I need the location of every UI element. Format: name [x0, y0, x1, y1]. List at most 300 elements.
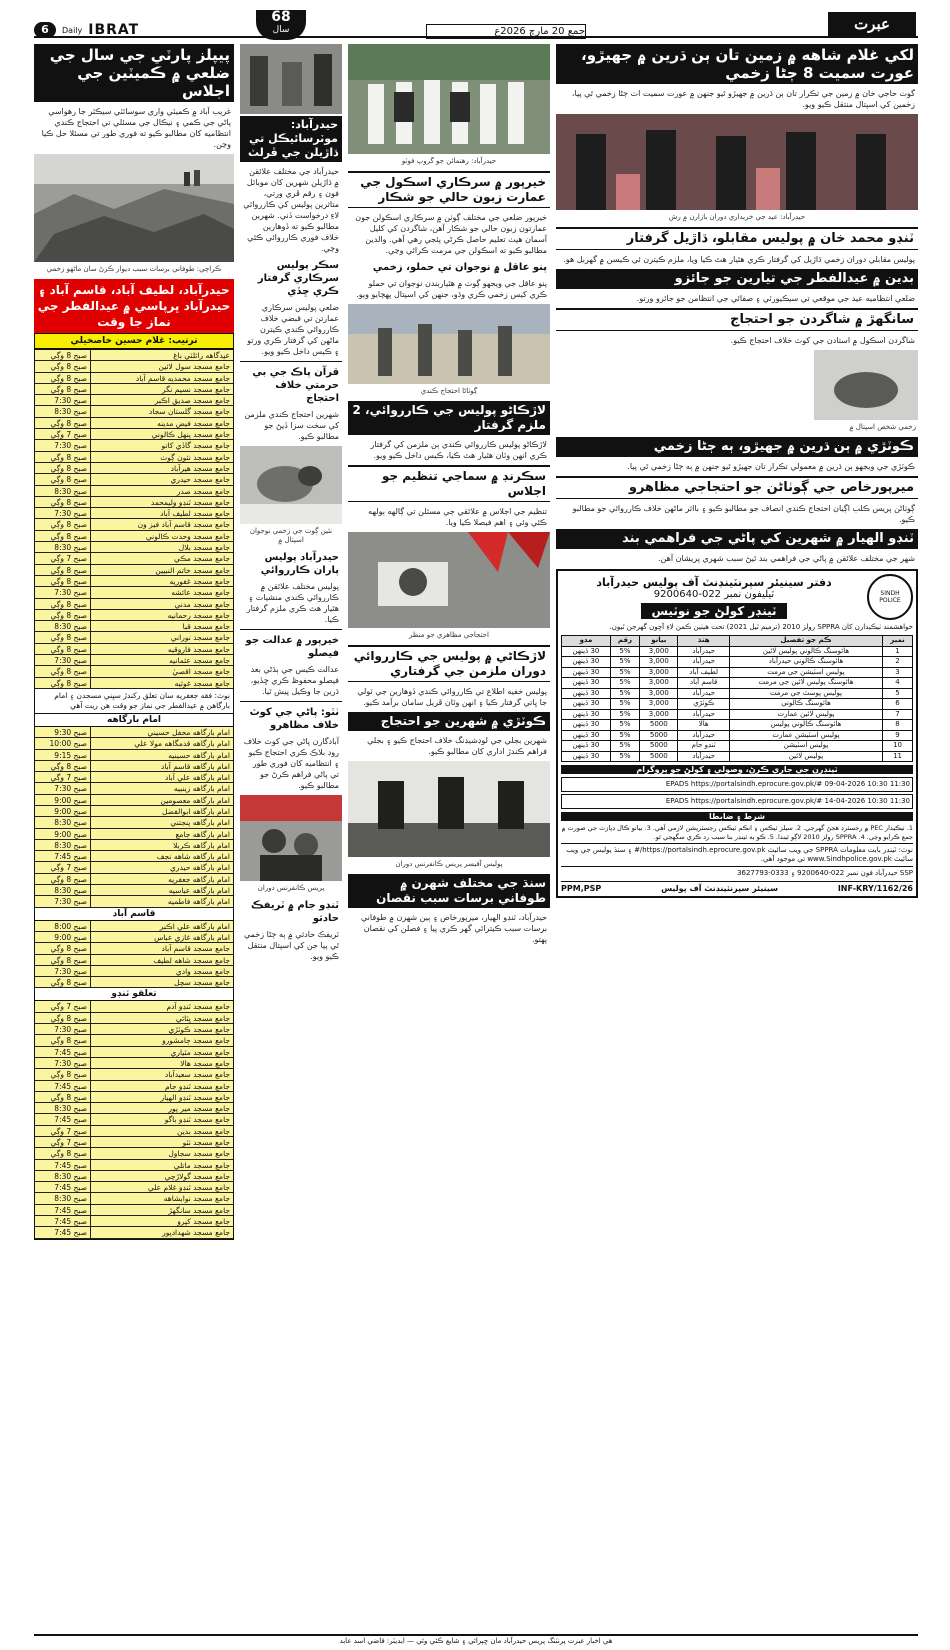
- prayer-place: جامع مسجد ڄامشورو: [162, 1036, 230, 1046]
- prayer-row: [35, 632, 233, 643]
- tender-sign-name: PPM,PSP: [561, 884, 602, 894]
- tender-contact: SSP حيدرآباد فون نمبر 022-9200640 ۽ 0333-3627793: [561, 866, 913, 878]
- prayer-row: [35, 1035, 233, 1046]
- prayer-time: صبح 7:30: [35, 896, 91, 906]
- mid1-sub-4: خيرپور ۾ عدالت جو فيصلو: [245, 635, 339, 659]
- tender-column-header: نمبر: [883, 636, 913, 647]
- tender-header: [561, 574, 913, 620]
- tender-cell: هائوسنگ ڪالوني پوليس: [729, 720, 882, 731]
- mid1-headline: حيدرآباد: موٽرسائيڪل تي ڌاڙيلن جي ڦرلٽ: [240, 116, 342, 162]
- prayer-time: صبح 8:00: [35, 921, 91, 931]
- prayer-row: [35, 497, 233, 508]
- prayer-row: [35, 621, 233, 632]
- mid2-headline-1: خيرپور ۾ سرڪاري اسڪول جي عمارت زبون حالي جو شڪار: [348, 171, 550, 208]
- prayer-row: [35, 565, 233, 576]
- prayer-time: صبح 8 وڳي: [35, 874, 91, 884]
- prayer-place: جامع مسجد ٽنڊو الهيار: [160, 1092, 230, 1102]
- tender-cell: 30 ڏينهن: [562, 699, 611, 710]
- tender-column-header: رقم: [610, 636, 639, 647]
- tender-cell: حيدرآباد: [678, 657, 729, 668]
- tender-cell: 30 ڏينهن: [562, 720, 611, 731]
- right-body-5: ڪوٽڙي جي ويجهو ٻن ڌرين ۾ معمولي تڪرار تان جهيڙو ٿيو جنهن ۾ ٻه ڄڻا زخمي ٿي پيا.: [627, 462, 915, 471]
- prayer-place: امام بارگاهه جامع: [175, 829, 230, 839]
- mid1-body-2: ضلعي پوليس سرڪاري عمارتن تي قبضي خلاف ڪارروائي ڪندي ڪيترن ماڻهن کي گرفتار ڪري ورتو ۽ ڪيس داخل ڪيو ويو.: [247, 303, 339, 356]
- prayer-place: جامع مسجد ڀٽائي: [175, 1013, 230, 1023]
- prayer-place: جامع مسجد ٽنڊو آدم: [166, 1002, 230, 1012]
- prayer-place: جامع مسجد هالا: [180, 1058, 230, 1068]
- prayer-time: صبح 8:30: [35, 1171, 91, 1181]
- tender-cell: 30 ڏينهن: [562, 741, 611, 752]
- prayer-time: صبح 7 وڳي: [35, 553, 91, 563]
- tender-cell: 10: [883, 741, 913, 752]
- prayer-time: صبح 8 وڳي: [35, 632, 91, 642]
- prayer-place: امام بارگاهه غازي عباس: [154, 932, 230, 942]
- tender-cell: 5000: [640, 720, 678, 731]
- prayer-row: [35, 599, 233, 610]
- right-photo-1: [556, 114, 918, 210]
- tender-footer: [561, 881, 913, 893]
- tender-phone: ٽيليفون نمبر 022-9200640: [653, 588, 775, 600]
- tender-cell: 5000: [640, 751, 678, 762]
- tender-cell: 5%: [610, 751, 639, 762]
- tender-cell: حيدرآباد: [678, 709, 729, 720]
- mid2-body-5: پوليس خفيه اطلاع تي ڪارروائي ڪندي ڏوهارين جي ٽولي جا ڀاتي گرفتار ڪيا ۽ انهن وٽان ڦريل سامان برآمد ڪيو.: [357, 687, 547, 707]
- prayer-time: صبح 8:30: [35, 542, 91, 552]
- right-headline-1: لکي غلام شاهه ۾ زمين تان ٻن ڌرين ۾ جهيڙو، عورت سميت 8 ڄڻا زخمي: [556, 44, 918, 84]
- prayer-place: عيدگاهه رائلٽي باغ: [173, 351, 230, 360]
- tender-cell: 7: [883, 709, 913, 720]
- tender-cell: 5%: [610, 730, 639, 741]
- prayer-place: جامع مسجد حيدري: [170, 475, 230, 485]
- year-badge: [256, 10, 306, 40]
- mid1-sub-3: حيدرآباد پوليس پاران ڪارروائي: [260, 552, 339, 576]
- prayer-place: امام بارگاهه حيدري: [170, 863, 230, 873]
- right-headline-3: بدين ۾ عيدالفطر جي تيارين جو جائزو: [556, 269, 918, 289]
- prayer-row: [35, 1047, 233, 1058]
- prayer-place: جامع مسجد سانگهڙ: [168, 1205, 230, 1215]
- tender-cell: پوليس اسٽيشن جي مرمت: [729, 667, 882, 678]
- prayer-row: [35, 486, 233, 497]
- masthead: [34, 10, 918, 38]
- masthead-left: [34, 22, 139, 38]
- mid2-headline-2: لاڙڪاڻو پوليس جي ڪارروائي، 2 ملزم گرفتار: [348, 401, 550, 435]
- tender-cell: 3: [883, 667, 913, 678]
- mid1-column: [240, 44, 342, 1634]
- prayer-place: جامع مسجد ماتلي: [173, 1160, 230, 1170]
- tender-cell: 1: [883, 646, 913, 657]
- tender-cell: 3,000: [640, 667, 678, 678]
- prayer-place: جامع مسجد سجاول: [168, 1149, 230, 1159]
- prayer-row: [35, 840, 233, 851]
- prayer-row: [35, 1058, 233, 1069]
- prayer-row: [35, 508, 233, 519]
- tender-office: دفتر سينيئر سپرنٽينڊنٽ آف پوليس حيدرآباد: [596, 575, 832, 589]
- prayer-row: [35, 783, 233, 794]
- tender-row: [562, 667, 913, 678]
- tender-cell: پوليس لائين عمارت: [729, 709, 882, 720]
- tender-cell: 3,000: [640, 678, 678, 689]
- prayer-row: [35, 862, 233, 873]
- tender-row: [562, 720, 913, 731]
- tender-cell: ڪوٽڙي: [678, 699, 729, 710]
- prayer-row: [35, 921, 233, 932]
- masthead-daily: Daily: [62, 25, 83, 35]
- prayer-time: صبح 8 وڳي: [35, 761, 91, 771]
- prayer-row: [35, 1103, 233, 1114]
- prayer-row: [35, 943, 233, 954]
- prayer-time: صبح 9:00: [35, 932, 91, 942]
- tender-cell: هائوسنگ ڪالوني حيدرآباد: [729, 657, 882, 668]
- prayer-time: صبح 7:45: [35, 1114, 91, 1124]
- prayer-time: صبح 7 وڳي: [35, 862, 91, 872]
- prayer-row: [35, 361, 233, 372]
- mid1-body-6: آبادگارن پاڻي جي کوٽ خلاف روڊ بلاڪ ڪري احتجاج ڪيو ۽ انتظاميه کان فوري طور تي پاڻي فراهم ڪرڻ جو مطالبو ڪيو.: [243, 737, 339, 790]
- tender-cell: 3,000: [640, 699, 678, 710]
- tender-header-text: [561, 576, 867, 619]
- mid1-sub-5: ٺٽو: پاڻي جي کوٽ خلاف مظاهرو: [249, 707, 339, 731]
- tender-row: [562, 751, 913, 762]
- right-column: [556, 44, 918, 1634]
- tender-cell: حيدرآباد: [678, 646, 729, 657]
- right-body-7: شهر جي مختلف علائقن ۾ پاڻي جي فراهمي بند ٿيڻ سبب شهري پريشان آهن.: [657, 554, 915, 563]
- tender-cell: 30 ڏينهن: [562, 709, 611, 720]
- prayer-row: [35, 440, 233, 451]
- tender-row: [562, 741, 913, 752]
- prayer-time: صبح 8 وڳي: [35, 519, 91, 529]
- mid2-photo-caption-3: احتجاجي مظاهري جو منظر: [409, 631, 489, 639]
- page-number: 6: [34, 22, 56, 38]
- mid2-headline-3: سڪرنڊ ۾ سماجي تنظيم جو اجلاس: [348, 465, 550, 502]
- prayer-row: [35, 932, 233, 943]
- prayer-place: جامع مسجد ٺٽو: [182, 1138, 230, 1147]
- prayer-row: [35, 1126, 233, 1137]
- prayer-place: امام بارگاهه شاهه نجف: [156, 852, 230, 862]
- prayer-time: صبح 8 وڳي: [35, 610, 91, 620]
- prayer-row: [35, 977, 233, 988]
- prayer-place: جامع مسجد گولاڙچي: [164, 1171, 230, 1181]
- prayer-time: صبح 8 وڳي: [35, 384, 91, 394]
- prayer-row: [35, 761, 233, 772]
- prayer-group-title: قاسم آباد: [35, 908, 233, 921]
- tender-schedule-title: ٽينڊرن جي جاري ڪرڻ، وصولي ۽ کولڻ جو پروگرام: [561, 765, 913, 774]
- right-body-4: شاگردن اسڪول ۾ استادن جي کوٽ خلاف احتجاج ڪيو.: [730, 336, 915, 345]
- prayer-row: [35, 1148, 233, 1159]
- mid2-photo-caption-4: پوليس آفيسر پريس ڪانفرنس دوران: [395, 860, 503, 868]
- tender-cell: هائوسنگ ڪالوني: [729, 699, 882, 710]
- tender-cell: 8: [883, 720, 913, 731]
- tender-cell: حيدرآباد: [678, 730, 729, 741]
- tender-cell: 5%: [610, 657, 639, 668]
- prayer-place: جامع مسجد نوابشاهه: [163, 1194, 230, 1204]
- tender-cell: 3,000: [640, 709, 678, 720]
- prayer-time: صبح 8:30: [35, 885, 91, 895]
- tender-cell: 11: [883, 751, 913, 762]
- prayer-row: [35, 1171, 233, 1182]
- mid1-photo-caption-1: نئين ڳوٺ جي زخمي نوجوان اسپتال ۾: [249, 527, 333, 544]
- prayer-group-title: تعلقو ٽنڊو: [35, 988, 233, 1001]
- prayer-time: صبح 8:30: [35, 840, 91, 850]
- mid2-headline-6: سنڌ جي مختلف شهرن ۾ طوفاني برسات سبب نقصان: [348, 874, 550, 908]
- prayer-time: صبح 8 وڳي: [35, 678, 91, 688]
- prayer-row: [35, 519, 233, 530]
- prayer-time: صبح 8:30: [35, 621, 91, 631]
- prayer-time: صبح 8 وڳي: [35, 531, 91, 541]
- tender-row: [562, 688, 913, 699]
- prayer-time: صبح 8 وڳي: [35, 373, 91, 383]
- mid2-body-6: شهرين بجلي جي لوڊشيڊنگ خلاف احتجاج ڪيو ۽ بجلي فراهم ڪندڙ اداري کان مطالبو ڪيو.: [367, 736, 547, 756]
- tender-cell: 30 ڏينهن: [562, 646, 611, 657]
- tender-cell: 30 ڏينهن: [562, 688, 611, 699]
- prayer-time: صبح 8:30: [35, 406, 91, 416]
- prayer-time: صبح 7:45: [35, 1227, 91, 1237]
- mid2-body-7: حيدرآباد، ٽنڊو الهيار، ميرپورخاص ۽ ٻين شهرن ۾ طوفاني برسات سبب ڪيترائي گهر ڪري پيا ۽ فصلن کي نقصان پهتو.: [361, 913, 547, 944]
- prayer-time: صبح 8:30: [35, 1193, 91, 1203]
- prayer-place: جامع مسجد ڪوٽڙي: [168, 1025, 230, 1035]
- prayer-times-compiler: ترتيب: غلام حسين خاصخيلي: [34, 333, 234, 349]
- prayer-place: جامع مسجد قاسم آباد: [161, 944, 230, 954]
- prayer-time: صبح 7:45: [35, 1216, 91, 1226]
- prayer-time: صبح 8 وڳي: [35, 666, 91, 676]
- mid2-photo-1: [348, 44, 550, 154]
- mid1-sub-6: ٽنڊو جام ۾ ٽريفڪ حادثو: [250, 900, 339, 924]
- newspaper-logo: عبرت: [828, 12, 916, 36]
- prayer-place: جامع مسجد اقصيٰ: [172, 667, 230, 677]
- tender-cell: 5%: [610, 688, 639, 699]
- right-photo-caption-2: زخمي شخص اسپتال ۾: [849, 423, 916, 431]
- prayer-time: صبح 7 وڳي: [35, 1137, 91, 1147]
- prayer-place: امام بارگاهه علي اڪبر: [159, 921, 230, 931]
- prayer-place: امام بارگاهه ابوالفضل: [161, 806, 230, 816]
- tender-column-header: ڪم جو تفصيل: [729, 636, 882, 647]
- page-footer: هي اخبار عبرت پرنٽنگ پريس حيدرآباد مان ڇپرائي ۽ شايع ڪئي وئي — ايڊيٽر: قاضي اسد عابد: [34, 1634, 918, 1646]
- prayer-row: [35, 1216, 233, 1227]
- issue-date: جمع 20 مارچ 2026ع: [426, 24, 586, 39]
- tender-cell: پوليس لائين: [729, 751, 882, 762]
- prayer-row: [35, 750, 233, 761]
- prayer-row: [35, 474, 233, 485]
- mid1-photo-3: [240, 795, 342, 881]
- prayer-place: جامع مسجد پنهل ڪالوني: [151, 430, 230, 440]
- prayer-time: صبح 7:30: [35, 440, 91, 450]
- mid2-photo-4: [348, 761, 550, 857]
- prayer-row: [35, 406, 233, 417]
- prayer-row: [35, 1227, 233, 1238]
- prayer-place: جامع مسجد بدين: [176, 1126, 230, 1136]
- tender-row: [562, 699, 913, 710]
- mid2-photo-2: [348, 304, 550, 384]
- prayer-time: صبح 8 وڳي: [35, 1092, 91, 1102]
- right-headline-4: سانگهڙ ۾ شاگردن جو احتجاج: [556, 308, 918, 331]
- prayer-row: [35, 429, 233, 440]
- tender-terms-title: شرط ۽ ضابطا: [561, 812, 913, 821]
- prayer-row: [35, 896, 233, 907]
- prayer-times-table: [34, 349, 234, 1240]
- prayer-place: جامع مسجد محمديه قاسم آباد: [135, 373, 230, 383]
- right-body-6: ڳوٺاڻن پريس ڪلب اڳيان احتجاج ڪندي انصاف جو مطالبو ڪيو ۽ بااثر ماڻهن خلاف ڪارروائي جو مطالبو ڪيو.: [572, 504, 915, 524]
- prayer-row: [35, 829, 233, 840]
- prayer-time: صبح 8 وڳي: [35, 452, 91, 462]
- tender-cell: 3,000: [640, 688, 678, 699]
- tender-cell: 30 ڏينهن: [562, 657, 611, 668]
- mid2-photo-caption-1: حيدرآباد: رهنمائن جو گروپ فوٽو: [401, 157, 497, 165]
- tender-cell: قاسم آباد: [678, 678, 729, 689]
- tender-cell: 6: [883, 699, 913, 710]
- prayer-row: [35, 1182, 233, 1193]
- divider: [240, 629, 342, 630]
- prayer-time: صبح 8 وڳي: [35, 565, 91, 575]
- prayer-place: جامع مسجد خاتم النبيين: [155, 565, 230, 575]
- prayer-time: صبح 8 وڳي: [35, 955, 91, 965]
- prayer-time: صبح 7 وڳي: [35, 1126, 91, 1136]
- mid2-body-1: خيرپور ضلعي جي مختلف ڳوٺن ۾ سرڪاري اسڪولن جون عمارتون زبون حالي جو شڪار آهن، شاگردن کي کليل آسمان هيٺ تعليم حاصل ڪرڻي پئجي رهي آهي. والدين مطالبو ڪيو ته اسڪولن جي مرمت ڪرائي وڃي.: [355, 213, 547, 255]
- tender-column-header: بيانو: [640, 636, 678, 647]
- right-headline-2: ٽنڊو محمد خان ۾ پوليس مقابلو، ڌاڙيل گرفتار: [556, 227, 918, 250]
- tender-cell: ٽنڊو جام: [678, 741, 729, 752]
- tender-table-body: [562, 646, 913, 762]
- tender-cell: 30 ڏينهن: [562, 667, 611, 678]
- prayer-place: جامع مسجد ٽنڊو غلام علي: [147, 1183, 230, 1193]
- prayer-time: صبح 8 وڳي: [35, 599, 91, 609]
- prayer-time: صبح 7:45: [35, 1182, 91, 1192]
- prayer-place: جامع مسجد صدر: [176, 486, 230, 496]
- prayer-row: [35, 666, 233, 677]
- prayer-place: جامع مسجد گاڏي کاتو: [161, 441, 230, 451]
- prayer-place: جامع مسجد غفوريه: [169, 576, 230, 586]
- prayer-row: [35, 817, 233, 828]
- right-photo-caption-1: حيدرآباد: عيد جي خريداري دوران بازارن ۾ رش: [668, 213, 806, 221]
- prayer-time: صبح 9:30: [35, 727, 91, 737]
- mid2-body-2: پنو عاقل جي ويجهو ڳوٺ ۾ هٿياربندن نوجوان تي حملو ڪري کيس زخمي ڪري وڌو، جنهن کي اسپتال پهچايو ويو.: [356, 279, 547, 299]
- prayer-row: [35, 384, 233, 395]
- divider: [240, 701, 342, 702]
- tender-ref: INF-KRY/1162/26: [837, 884, 913, 894]
- mid2-photo-caption-2: ڳوٺاڻا احتجاج ڪندي: [420, 387, 478, 395]
- prayer-place: جامع مسجد وحدت ڪالوني: [145, 531, 230, 541]
- prayer-place: جامع مسجد بلال: [178, 543, 230, 553]
- mid2-body-4: تنظيم جي اجلاس ۾ علائقي جي مسئلن تي ڳالهه ٻولهه ڪئي وئي ۽ اهم فيصلا ڪيا ويا.: [368, 507, 547, 527]
- tender-table-header: [562, 636, 913, 647]
- prayer-place: جامع مسجد نئون ڳوٺ: [160, 452, 230, 462]
- prayer-time: صبح 8 وڳي: [35, 497, 91, 507]
- prayer-row: [35, 576, 233, 587]
- prayer-time: صبح 8 وڳي: [35, 418, 91, 428]
- prayer-place: جامع مسجد لطيف آباد: [160, 509, 230, 519]
- tender-cell: 5%: [610, 709, 639, 720]
- prayer-time: صبح 8 وڳي: [35, 463, 91, 473]
- prayer-place: جامع مسجد فيض مدينه: [157, 418, 230, 428]
- prayer-row: [35, 772, 233, 783]
- mid1-body-7: ٽريفڪ حادثي ۾ ٻه ڄڻا زخمي ٿي پيا جن کي اسپتال منتقل ڪيو ويو.: [244, 930, 339, 961]
- prayer-time: صبح 8 وڳي: [35, 1069, 91, 1079]
- prayer-place: امام بارگاهه ڪربلا: [173, 840, 230, 850]
- year-label: سال: [272, 25, 290, 35]
- tender-sign-role: سينيئر سپرنٽينڊنٽ آف پوليس: [661, 884, 778, 894]
- prayer-place: امام بارگاهه قاسم آباد: [161, 761, 230, 771]
- mid2-column: [348, 44, 550, 1634]
- prayer-row: [35, 655, 233, 666]
- prayer-time: صبح 7 وڳي: [35, 772, 91, 782]
- prayer-place: جامع مسجد مير پور: [168, 1104, 230, 1114]
- left-column: [34, 44, 234, 1634]
- prayer-row: [35, 610, 233, 621]
- prayer-place: جامع مسجد ٽنڊو جام: [164, 1081, 230, 1091]
- prayer-place: جامع مسجد مڪي: [174, 554, 230, 564]
- prayer-place: جامع مسجد مدني: [174, 599, 230, 609]
- prayer-row: [35, 678, 233, 689]
- tender-cell: 9: [883, 730, 913, 741]
- mid1-body-1: حيدرآباد جي مختلف علائقن ۾ ڌاڙيلن شهرين کان موبائل فون ۽ رقم ڦري ورتي، متاثرين پوليس کي ڪارروائي لاءِ درخواست ڏني. شهرين مطالبو ڪيو ته ڏوهارين خلاف فوري ڪارروائي ڪئي وڃي.: [243, 167, 339, 253]
- tender-cell: 3,000: [640, 657, 678, 668]
- tender-cell: 5%: [610, 720, 639, 731]
- prayer-row: [35, 373, 233, 384]
- tender-cell: حيدرآباد: [678, 688, 729, 699]
- prayer-place: جامع مسجد کپرو: [177, 1217, 230, 1227]
- tender-column-header: هنڌ: [678, 636, 729, 647]
- prayer-time: صبح 8 وڳي: [35, 1035, 91, 1045]
- tender-cell: 5: [883, 688, 913, 699]
- seal-text: SINDH POLICE: [879, 590, 901, 604]
- mid1-photo-1: [240, 44, 342, 114]
- prayer-place: جامع مسجد سعيدآباد: [164, 1070, 230, 1080]
- police-seal-icon: [867, 574, 913, 620]
- prayer-time: صبح 7:45: [35, 851, 91, 861]
- tender-cell: 5%: [610, 699, 639, 710]
- prayer-row: [35, 806, 233, 817]
- tender-cell: 3,000: [640, 646, 678, 657]
- prayer-place: امام بارگاهه معصومين: [160, 795, 230, 805]
- tender-column-header: مدو: [562, 636, 611, 647]
- prayer-place: جامع مسجد وادي: [175, 966, 230, 976]
- masthead-ibrat: IBRAT: [88, 22, 140, 38]
- tender-note: نوٽ: ٽينڊر بابت معلومات SPPRA جي ويب سائيٽ https://portalsindh.eprocure.gov.pk/# ۽ سنڌ پوليس جي ويب سائيٽ www.Sindhpolice.gov.pk تي موجود آهي.: [561, 843, 913, 864]
- prayer-row: [35, 542, 233, 553]
- left-body: غريب آباد ۾ ڪميٽي واري سوسائٽي سيڪٽر جا رهواسي پاڻي جي ڪمي ۽ نيڪال جي مسئلي تي احتجاج ڪندي انتظاميه کان مطالبو ڪيو ته فوري طور تي مسئلا حل ڪيا وڃن.: [41, 107, 231, 149]
- tender-schedule-2: EPADS https://portalsindh.eprocure.gov.pk/# 14-04-2026 10:30 11:30: [561, 794, 913, 809]
- mid1-body-5: عدالت ڪيس جي ٻڌڻي بعد فيصلو محفوظ ڪري ڇڏيو، ڌرين جا وڪيل پيش ٿيا.: [250, 665, 339, 696]
- tender-cell: پوليس اسٽيشن عمارت: [729, 730, 882, 741]
- prayer-place: جامع مسجد شاهه لطيف: [153, 955, 230, 965]
- tender-cell: 5000: [640, 730, 678, 741]
- tender-terms: 1. ٺيڪيدار PEC ۾ رجسٽرڊ هجڻ گهرجي. 2. سيلز ٽيڪس ۽ انڪم ٽيڪس رجسٽريشن لازمي آهي. 3. بيانو ڪال ڊپازٽ جي صورت ۾ جمع ڪرايو وڃي. 4. SPPRA رولز 2010 لاڳو ٿيندا. 5. ڪو به ٽينڊر بنا سبب رد ڪري سگهجي ٿو.: [561, 824, 913, 841]
- prayer-time: صبح 7:30: [35, 508, 91, 518]
- mid2-headline-4: لاڙڪاڻي ۾ پوليس جي ڪارروائي دوران ملزمن جي گرفتاري: [348, 645, 550, 682]
- tender-cell: 4: [883, 678, 913, 689]
- tender-cell: 5%: [610, 667, 639, 678]
- tender-cell: 5%: [610, 678, 639, 689]
- prayer-place: جامع مسجد رحمانيه: [167, 610, 230, 620]
- prayer-row: [35, 587, 233, 598]
- tender-cell: هائوسنگ ڪالوني پوليس لائين: [729, 646, 882, 657]
- prayer-time: صبح 8 وڳي: [35, 474, 91, 484]
- mid2-headline-5: ڪوٽڙي ۾ شهرين جو احتجاج: [348, 712, 550, 731]
- prayer-place: امام بارگاهه زينبيه: [173, 784, 230, 794]
- prayer-place: جامع مسجد ٽنڊو باگو: [164, 1115, 230, 1125]
- prayer-time: صبح 8 وڳي: [35, 361, 91, 371]
- tender-schedule-1: EPADS https://portalsindh.eprocure.gov.pk/# 09-04-2026 10:30 11:30: [561, 777, 913, 792]
- mid2-body-3: لاڙڪاڻو پوليس ڪارروائي ڪندي ٻن ملزمن کي گرفتار ڪري انهن وٽان هٿيار هٿ ڪيا، ڪيس داخل ڪيو ويو.: [370, 440, 547, 460]
- prayer-place: امام بارگاهه حسينيه: [168, 750, 230, 760]
- tender-table: [561, 635, 913, 762]
- prayer-time: صبح 7:30: [35, 1024, 91, 1034]
- prayer-row: [35, 1137, 233, 1148]
- prayer-row: [35, 955, 233, 966]
- tender-cell: 30 ڏينهن: [562, 751, 611, 762]
- newspaper-page: [34, 6, 918, 1645]
- prayer-row: [35, 1092, 233, 1103]
- mid2-sub-1: پنو عاقل ۾ نوجوان تي حملو، زخمي: [372, 262, 547, 273]
- prayer-time: صبح 7:30: [35, 655, 91, 665]
- prayer-row: [35, 966, 233, 977]
